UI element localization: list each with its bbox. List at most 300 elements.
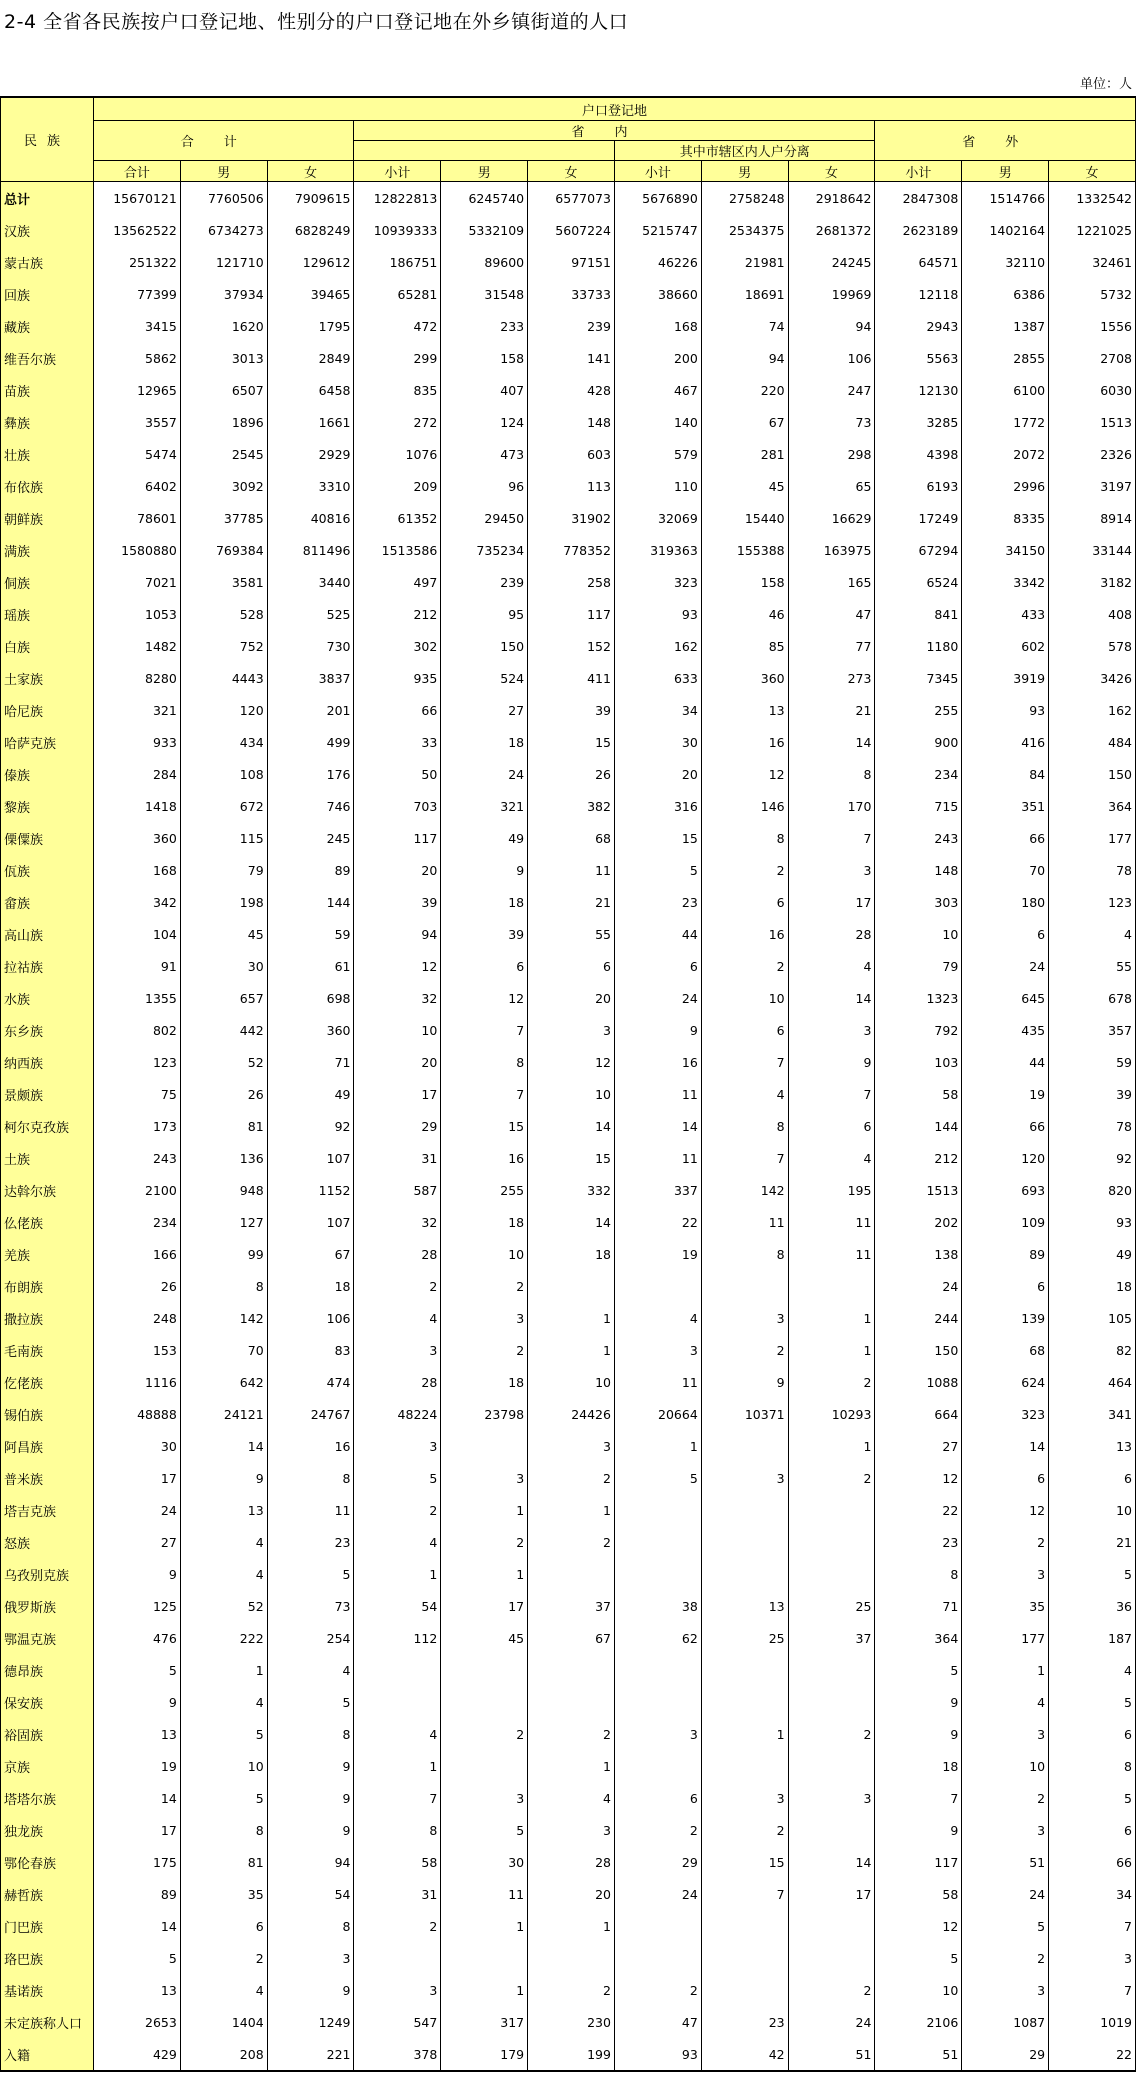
- value-cell: 148: [528, 406, 615, 438]
- value-cell: 117: [875, 1846, 962, 1878]
- value-cell: 3919: [962, 662, 1049, 694]
- table-row: [1, 630, 1136, 662]
- value-cell: 199: [528, 2038, 615, 2071]
- value-cell: 58: [354, 1846, 441, 1878]
- ethnicity-name: 乌孜别克族: [1, 1558, 94, 1590]
- value-cell: 1: [441, 1910, 528, 1942]
- value-cell: 6245740: [441, 182, 528, 215]
- value-cell: 1355: [94, 982, 181, 1014]
- value-cell: 93: [1049, 1206, 1136, 1238]
- value-cell: 20: [354, 854, 441, 886]
- value-cell: 233: [441, 310, 528, 342]
- ethnicity-name: 总计: [1, 182, 94, 215]
- value-cell: 6: [1049, 1718, 1136, 1750]
- ethnicity-name: 傈僳族: [1, 822, 94, 854]
- value-cell: 54: [267, 1878, 354, 1910]
- value-cell: 476: [94, 1622, 181, 1654]
- value-cell: [788, 1526, 875, 1558]
- value-cell: 4: [701, 1078, 788, 1110]
- value-cell: 5: [614, 1462, 701, 1494]
- value-cell: 3: [1049, 1942, 1136, 1974]
- value-cell: 1116: [94, 1366, 181, 1398]
- value-cell: 142: [180, 1302, 267, 1334]
- header-out-province-group: 省外: [875, 121, 1136, 161]
- value-cell: 78601: [94, 502, 181, 534]
- value-cell: 46: [701, 598, 788, 630]
- value-cell: 47: [614, 2006, 701, 2038]
- value-cell: 94: [267, 1846, 354, 1878]
- value-cell: 2: [788, 1366, 875, 1398]
- value-cell: 8: [875, 1558, 962, 1590]
- table-row: [1, 1558, 1136, 1590]
- value-cell: [614, 1910, 701, 1942]
- value-cell: 2: [701, 1334, 788, 1366]
- value-cell: 4: [962, 1686, 1049, 1718]
- value-cell: 15: [701, 1846, 788, 1878]
- value-cell: 150: [1049, 758, 1136, 790]
- value-cell: 472: [354, 310, 441, 342]
- value-cell: 442: [180, 1014, 267, 1046]
- value-cell: 42: [701, 2038, 788, 2071]
- value-cell: 3: [528, 1814, 615, 1846]
- value-cell: 497: [354, 566, 441, 598]
- value-cell: [528, 1942, 615, 1974]
- value-cell: 234: [94, 1206, 181, 1238]
- value-cell: 79: [180, 854, 267, 886]
- value-cell: 20: [354, 1046, 441, 1078]
- value-cell: 82: [1049, 1334, 1136, 1366]
- value-cell: [528, 1686, 615, 1718]
- value-cell: 239: [528, 310, 615, 342]
- table-row: [1, 918, 1136, 950]
- ethnicity-name: 佤族: [1, 854, 94, 886]
- value-cell: 49: [441, 822, 528, 854]
- value-cell: 177: [1049, 822, 1136, 854]
- value-cell: 11: [528, 854, 615, 886]
- value-cell: 12: [441, 982, 528, 1014]
- value-cell: 5862: [94, 342, 181, 374]
- value-cell: 2: [962, 1526, 1049, 1558]
- value-cell: [788, 1654, 875, 1686]
- value-cell: 2943: [875, 310, 962, 342]
- value-cell: 35: [180, 1878, 267, 1910]
- value-cell: 6: [180, 1910, 267, 1942]
- value-cell: [701, 1942, 788, 1974]
- value-cell: 12: [875, 1462, 962, 1494]
- value-cell: 4: [180, 1558, 267, 1590]
- value-cell: 68: [962, 1334, 1049, 1366]
- value-cell: 6577073: [528, 182, 615, 215]
- value-cell: 5: [875, 1942, 962, 1974]
- value-cell: 142: [701, 1174, 788, 1206]
- value-cell: 820: [1049, 1174, 1136, 1206]
- value-cell: 26: [94, 1270, 181, 1302]
- value-cell: 1: [962, 1654, 1049, 1686]
- value-cell: 212: [354, 598, 441, 630]
- value-cell: 32110: [962, 246, 1049, 278]
- value-cell: 19969: [788, 278, 875, 310]
- value-cell: 416: [962, 726, 1049, 758]
- value-cell: 77: [788, 630, 875, 662]
- value-cell: 778352: [528, 534, 615, 566]
- value-cell: 7: [441, 1014, 528, 1046]
- ethnicity-name: 柯尔克孜族: [1, 1110, 94, 1142]
- header-city-separation-group: 其中市辖区内人户分离: [614, 141, 874, 161]
- value-cell: 1: [788, 1334, 875, 1366]
- value-cell: 2: [788, 1718, 875, 1750]
- value-cell: 44: [614, 918, 701, 950]
- table-row: [1, 1750, 1136, 1782]
- value-cell: 32069: [614, 502, 701, 534]
- value-cell: 2: [528, 1718, 615, 1750]
- ethnicity-name: 普米族: [1, 1462, 94, 1494]
- value-cell: [441, 1942, 528, 1974]
- value-cell: 107: [267, 1206, 354, 1238]
- value-cell: 110: [614, 470, 701, 502]
- value-cell: 89: [962, 1238, 1049, 1270]
- value-cell: 45: [701, 470, 788, 502]
- value-cell: 12: [354, 950, 441, 982]
- value-cell: 3: [441, 1302, 528, 1334]
- value-cell: 1772: [962, 406, 1049, 438]
- value-cell: 27: [94, 1526, 181, 1558]
- value-cell: 20: [528, 982, 615, 1014]
- value-cell: 1: [441, 1974, 528, 2006]
- value-cell: 587: [354, 1174, 441, 1206]
- value-cell: 14: [614, 1110, 701, 1142]
- value-cell: 360: [267, 1014, 354, 1046]
- value-cell: 321: [94, 694, 181, 726]
- value-cell: 148: [875, 854, 962, 886]
- table-row: [1, 2006, 1136, 2038]
- value-cell: 24: [962, 950, 1049, 982]
- table-row: [1, 790, 1136, 822]
- table-row: [1, 1686, 1136, 1718]
- value-cell: 3: [528, 1430, 615, 1462]
- table-row: [1, 1110, 1136, 1142]
- value-cell: 38: [614, 1590, 701, 1622]
- ethnicity-name: 纳西族: [1, 1046, 94, 1078]
- value-cell: 8: [441, 1046, 528, 1078]
- value-cell: 5563: [875, 342, 962, 374]
- value-cell: 175: [94, 1846, 181, 1878]
- value-cell: 351: [962, 790, 1049, 822]
- value-cell: 3: [962, 1558, 1049, 1590]
- value-cell: 247: [788, 374, 875, 406]
- value-cell: 37785: [180, 502, 267, 534]
- ethnicity-name: 门巴族: [1, 1910, 94, 1942]
- value-cell: 2847308: [875, 182, 962, 215]
- value-cell: 5: [267, 1686, 354, 1718]
- value-cell: 802: [94, 1014, 181, 1046]
- table-row: [1, 1430, 1136, 1462]
- value-cell: 14: [94, 1782, 181, 1814]
- value-cell: 106: [267, 1302, 354, 1334]
- value-cell: 64571: [875, 246, 962, 278]
- value-cell: 6828249: [267, 214, 354, 246]
- value-cell: 8: [701, 822, 788, 854]
- value-cell: 173: [94, 1110, 181, 1142]
- value-cell: 52: [180, 1046, 267, 1078]
- value-cell: 1: [788, 1302, 875, 1334]
- ethnicity-name: 维吾尔族: [1, 342, 94, 374]
- value-cell: 186751: [354, 246, 441, 278]
- value-cell: 2534375: [701, 214, 788, 246]
- value-cell: 24: [875, 1270, 962, 1302]
- value-cell: [788, 1942, 875, 1974]
- value-cell: 187: [1049, 1622, 1136, 1654]
- ethnicity-name: 鄂温克族: [1, 1622, 94, 1654]
- value-cell: 7: [788, 822, 875, 854]
- value-cell: 3: [788, 854, 875, 886]
- table-row: [1, 246, 1136, 278]
- value-cell: 92: [267, 1110, 354, 1142]
- value-cell: [441, 1686, 528, 1718]
- value-cell: 6402: [94, 470, 181, 502]
- value-cell: 1: [528, 1750, 615, 1782]
- table-row: [1, 726, 1136, 758]
- value-cell: [701, 1974, 788, 2006]
- value-cell: 1019: [1049, 2006, 1136, 2038]
- table-row: [1, 1494, 1136, 1526]
- value-cell: 7: [701, 1878, 788, 1910]
- value-cell: 703: [354, 790, 441, 822]
- value-cell: 1513586: [354, 534, 441, 566]
- value-cell: 10: [441, 1238, 528, 1270]
- value-cell: 6386: [962, 278, 1049, 310]
- header-registration-place: 户口登记地: [94, 97, 1136, 121]
- value-cell: 89: [267, 854, 354, 886]
- value-cell: 1514766: [962, 182, 1049, 215]
- value-cell: 66: [962, 822, 1049, 854]
- value-cell: 298: [788, 438, 875, 470]
- value-cell: 3: [354, 1334, 441, 1366]
- value-cell: 24: [614, 982, 701, 1014]
- value-cell: 602: [962, 630, 1049, 662]
- value-cell: 579: [614, 438, 701, 470]
- value-cell: 2623189: [875, 214, 962, 246]
- value-cell: 70: [180, 1334, 267, 1366]
- value-cell: [354, 1942, 441, 1974]
- value-cell: 20664: [614, 1398, 701, 1430]
- value-cell: 4: [1049, 1654, 1136, 1686]
- value-cell: 2106: [875, 2006, 962, 2038]
- value-cell: 18: [441, 1206, 528, 1238]
- value-cell: 30: [94, 1430, 181, 1462]
- value-cell: 158: [701, 566, 788, 598]
- value-cell: 39: [1049, 1078, 1136, 1110]
- value-cell: 2758248: [701, 182, 788, 215]
- ethnicity-name: 德昂族: [1, 1654, 94, 1686]
- value-cell: 21: [788, 694, 875, 726]
- value-cell: 254: [267, 1622, 354, 1654]
- table-row: [1, 694, 1136, 726]
- value-cell: 47: [788, 598, 875, 630]
- value-cell: 84: [962, 758, 1049, 790]
- value-cell: 166: [94, 1238, 181, 1270]
- value-cell: 73: [788, 406, 875, 438]
- value-cell: [788, 1750, 875, 1782]
- ethnicity-name: 阿昌族: [1, 1430, 94, 1462]
- value-cell: 1: [528, 1494, 615, 1526]
- value-cell: 23: [875, 1526, 962, 1558]
- value-cell: 9: [94, 1686, 181, 1718]
- value-cell: 33733: [528, 278, 615, 310]
- value-cell: 113: [528, 470, 615, 502]
- value-cell: 769384: [180, 534, 267, 566]
- value-cell: 1: [441, 1494, 528, 1526]
- value-cell: 24245: [788, 246, 875, 278]
- value-cell: 8: [180, 1814, 267, 1846]
- value-cell: 24: [614, 1878, 701, 1910]
- value-cell: 2: [528, 1462, 615, 1494]
- value-cell: 44: [962, 1046, 1049, 1078]
- value-cell: 230: [528, 2006, 615, 2038]
- value-cell: 24426: [528, 1398, 615, 1430]
- value-cell: 474: [267, 1366, 354, 1398]
- ethnicity-name: 珞巴族: [1, 1942, 94, 1974]
- value-cell: 12: [701, 758, 788, 790]
- value-cell: 220: [701, 374, 788, 406]
- header-sub: 男: [441, 161, 528, 182]
- value-cell: 8: [267, 1462, 354, 1494]
- value-cell: 10: [962, 1750, 1049, 1782]
- value-cell: 1152: [267, 1174, 354, 1206]
- value-cell: 1661: [267, 406, 354, 438]
- value-cell: 4: [788, 950, 875, 982]
- value-cell: 10: [875, 918, 962, 950]
- value-cell: 1180: [875, 630, 962, 662]
- value-cell: 3: [788, 1014, 875, 1046]
- value-cell: 746: [267, 790, 354, 822]
- value-cell: 434: [180, 726, 267, 758]
- value-cell: 730: [267, 630, 354, 662]
- value-cell: 2: [788, 1974, 875, 2006]
- value-cell: 200: [614, 342, 701, 374]
- table-row: [1, 310, 1136, 342]
- value-cell: 428: [528, 374, 615, 406]
- value-cell: 251322: [94, 246, 181, 278]
- value-cell: 49: [1049, 1238, 1136, 1270]
- value-cell: 408: [1049, 598, 1136, 630]
- ethnicity-name: 回族: [1, 278, 94, 310]
- value-cell: 9: [614, 1014, 701, 1046]
- value-cell: 11: [701, 1206, 788, 1238]
- value-cell: 8: [354, 1814, 441, 1846]
- value-cell: 811496: [267, 534, 354, 566]
- value-cell: 39: [441, 918, 528, 950]
- value-cell: 12822813: [354, 182, 441, 215]
- value-cell: 176: [267, 758, 354, 790]
- value-cell: 4: [1049, 918, 1136, 950]
- header-sub: 男: [701, 161, 788, 182]
- ethnicity-name: 布朗族: [1, 1270, 94, 1302]
- value-cell: 37: [528, 1590, 615, 1622]
- value-cell: 524: [441, 662, 528, 694]
- table-row: [1, 1654, 1136, 1686]
- value-cell: 948: [180, 1174, 267, 1206]
- table-row: [1, 1014, 1136, 1046]
- value-cell: 81: [180, 1846, 267, 1878]
- value-cell: 30: [614, 726, 701, 758]
- value-cell: 40816: [267, 502, 354, 534]
- value-cell: 2708: [1049, 342, 1136, 374]
- value-cell: 51: [875, 2038, 962, 2071]
- header-in-province-blank: [354, 141, 614, 161]
- value-cell: 7: [1049, 1974, 1136, 2006]
- value-cell: 18: [528, 1238, 615, 1270]
- value-cell: 18: [875, 1750, 962, 1782]
- header-sub: 小计: [354, 161, 441, 182]
- value-cell: 1896: [180, 406, 267, 438]
- ethnicity-name: 塔塔尔族: [1, 1782, 94, 1814]
- value-cell: 67294: [875, 534, 962, 566]
- table-row: [1, 2038, 1136, 2071]
- value-cell: 177: [962, 1622, 1049, 1654]
- value-cell: 664: [875, 1398, 962, 1430]
- value-cell: 337: [614, 1174, 701, 1206]
- value-cell: 7345: [875, 662, 962, 694]
- value-cell: 3: [701, 1782, 788, 1814]
- value-cell: 33144: [1049, 534, 1136, 566]
- value-cell: 6507: [180, 374, 267, 406]
- value-cell: 16: [701, 918, 788, 950]
- value-cell: 124: [441, 406, 528, 438]
- value-cell: 2: [354, 1494, 441, 1526]
- value-cell: [441, 1654, 528, 1686]
- value-cell: 16: [701, 726, 788, 758]
- value-cell: 170: [788, 790, 875, 822]
- value-cell: 24: [94, 1494, 181, 1526]
- value-cell: 29450: [441, 502, 528, 534]
- value-cell: 9: [267, 1814, 354, 1846]
- value-cell: [441, 1750, 528, 1782]
- value-cell: 2: [441, 1334, 528, 1366]
- table-row: [1, 1782, 1136, 1814]
- value-cell: 17: [441, 1590, 528, 1622]
- value-cell: 115: [180, 822, 267, 854]
- value-cell: 93: [614, 2038, 701, 2071]
- value-cell: 78: [1049, 854, 1136, 886]
- value-cell: 3285: [875, 406, 962, 438]
- header-ethnicity: 民族: [1, 97, 94, 182]
- table-row: [1, 854, 1136, 886]
- value-cell: 32: [354, 982, 441, 1014]
- table-row: [1, 950, 1136, 982]
- table-row: [1, 1846, 1136, 1878]
- value-cell: 698: [267, 982, 354, 1014]
- value-cell: 24: [962, 1878, 1049, 1910]
- value-cell: 360: [94, 822, 181, 854]
- table-row: [1, 1078, 1136, 1110]
- value-cell: 2849: [267, 342, 354, 374]
- value-cell: 244: [875, 1302, 962, 1334]
- value-cell: 37934: [180, 278, 267, 310]
- value-cell: 3440: [267, 566, 354, 598]
- value-cell: 107: [267, 1142, 354, 1174]
- value-cell: 10: [354, 1014, 441, 1046]
- value-cell: 433: [962, 598, 1049, 630]
- value-cell: [614, 1654, 701, 1686]
- table-row: [1, 566, 1136, 598]
- value-cell: [701, 1430, 788, 1462]
- value-cell: 1418: [94, 790, 181, 822]
- value-cell: 6: [788, 1110, 875, 1142]
- value-cell: 29: [962, 2038, 1049, 2071]
- value-cell: 13: [94, 1974, 181, 2006]
- value-cell: 15: [528, 726, 615, 758]
- value-cell: 10293: [788, 1398, 875, 1430]
